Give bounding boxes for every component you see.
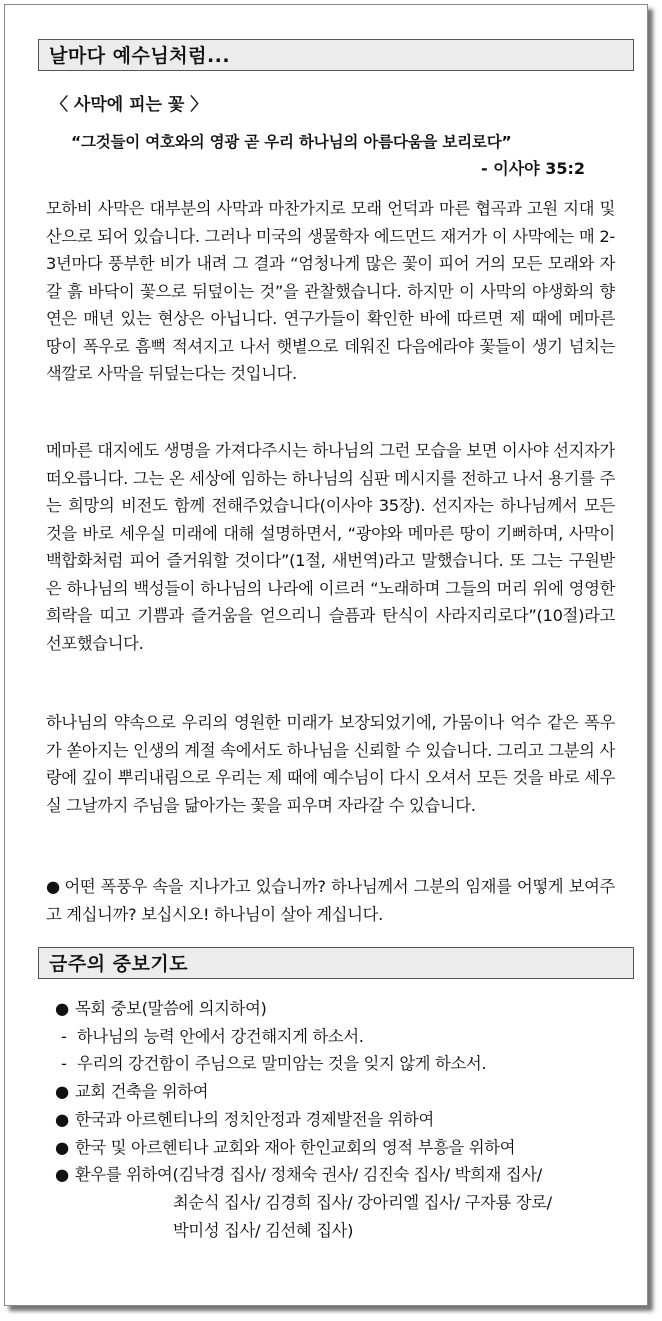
scripture-reference: - 이사야 35:2 <box>481 159 585 178</box>
reflection-text: 어떤 폭풍우 속을 지나가고 있습니까? 하나님께서 그분의 임재를 어떻게 보여주고 계십니까? 보십시오! 하나님이 살아 계십니다. <box>46 877 615 924</box>
scripture-quote: “그것들이 여호와의 영광 곧 우리 하나님의 아름다움을 보리로다” <box>71 133 512 151</box>
prayer-item: ● 한국 및 아르헨티나 교회와 재아 한인교회의 영적 부흥을 위하여 <box>55 1134 635 1162</box>
devotion-paragraph-1: 모하비 사막은 대부분의 사막과 마찬가지로 모래 언덕과 마른 협곡과 고원 지대 및 산으로 되어 있습니다. 그러나 미국의 생물학자 에드먼드 재거가 이 사막에는 매 2-3년마다 풍부한 비가 내려 그 결과 “엄청나게 많은 꽃이 피어 거의 모든 모래와 자갈 흙 바닥이 꽃으로 뒤덮이는 것”을 관찰했습니다. 하지만 이 사막의 야생화의 향연은 매년 있는 현상은 아닙니다. 연구가들이 확인한 바에 따르면 제 때에 메마른 땅이 폭우로 흠뻑 적셔지고 나서 햇볕으로 데워진 다음에라야 꽃들이 생기 넘치는 색깔로 사막을 뒤덮는다는 것입니다. <box>46 199 615 383</box>
devotion-paragraph-3: 하나님의 약속으로 우리의 영원한 미래가 보장되었기에, 가뭄이나 억수 같은 폭우가 쏟아지는 인생의 계절 속에서도 하나님을 신뢰할 수 있습니다. 그리고 그분의 사랑에 깊이 뿌리내림으로 우리는 제 때에 예수님이 다시 오셔서 모든 것을 바로 세우실 그날까지 주님을 닮아가는 꽃을 피우며 자라갈 수 있습니다. <box>46 713 615 815</box>
devotion-paragraph-2: 메마른 대지에도 생명을 가져다주시는 하나님의 그런 모습을 보면 이사야 선지자가 떠오릅니다. 그는 온 세상에 임하는 하나님의 심판 메시지를 전하고 나서 용기를 주는 희망의 비전도 함께 전해주었습니다(이사야 35장). 선지자는 하나님께서 모든 것을 바로 세우실 미래에 대해 설명하면서, “광야와 메마른 땅이 기뻐하며, 사막이 백합화처럼 피어 즐거워할 것이다”(1절, 새번역)라고 말했습니다. 또 그는 구원받은 하나님의 백성들이 하나님의 나라에 이르러 “노래하며 그들의 머리 위에 영영한 희락을 띠고 기쁨과 즐거움을 얻으리니 슬픔과 탄식이 사라지리로다”(10절)라고 선포했습니다. <box>46 441 615 653</box>
section-title-prayer: 금주의 중보기도 <box>38 947 634 979</box>
prayer-item-continuation: 최순식 집사/ 김경희 집사/ 강아리엘 집사/ 구자룡 장로/ <box>173 1192 552 1212</box>
bullet-icon: ● <box>55 1137 69 1157</box>
prayer-list <box>55 995 635 1244</box>
dash-icon: - <box>61 1026 67 1046</box>
prayer-item: ● 교회 건축을 위하여 <box>55 1078 635 1106</box>
prayer-item: ● 한국과 아르헨티나의 정치안정과 경제발전을 위하여 <box>55 1106 635 1134</box>
section-title-daily: 날마다 예수님처럼... <box>38 39 634 71</box>
devotion-subtitle: 〈 사막에 피는 꽃 〉 <box>51 95 208 115</box>
prayer-item: ● 환우를 위하여(김낙경 집사/ 정채숙 권사/ 김진숙 집사/ 박희재 집사/ <box>55 1161 635 1189</box>
bulletin-page <box>4 4 648 1306</box>
bullet-icon: ● <box>55 1109 69 1129</box>
bullet-icon: ● <box>46 877 61 896</box>
reflection-question <box>46 873 615 928</box>
bullet-icon: ● <box>55 1082 69 1102</box>
prayer-item: ● 목회 중보(말씀에 의지하여) <box>55 995 635 1023</box>
bullet-icon: ● <box>55 1165 69 1185</box>
prayer-subitem: - 우리의 강건함이 주님으로 말미암는 것을 잊지 않게 하소서. <box>55 1050 635 1078</box>
prayer-subitem: - 하나님의 능력 안에서 강건해지게 하소서. <box>55 1023 635 1051</box>
prayer-item-continuation: 박미성 집사/ 김선혜 집사) <box>173 1220 354 1240</box>
dash-icon: - <box>61 1054 67 1074</box>
bullet-icon: ● <box>55 999 69 1018</box>
